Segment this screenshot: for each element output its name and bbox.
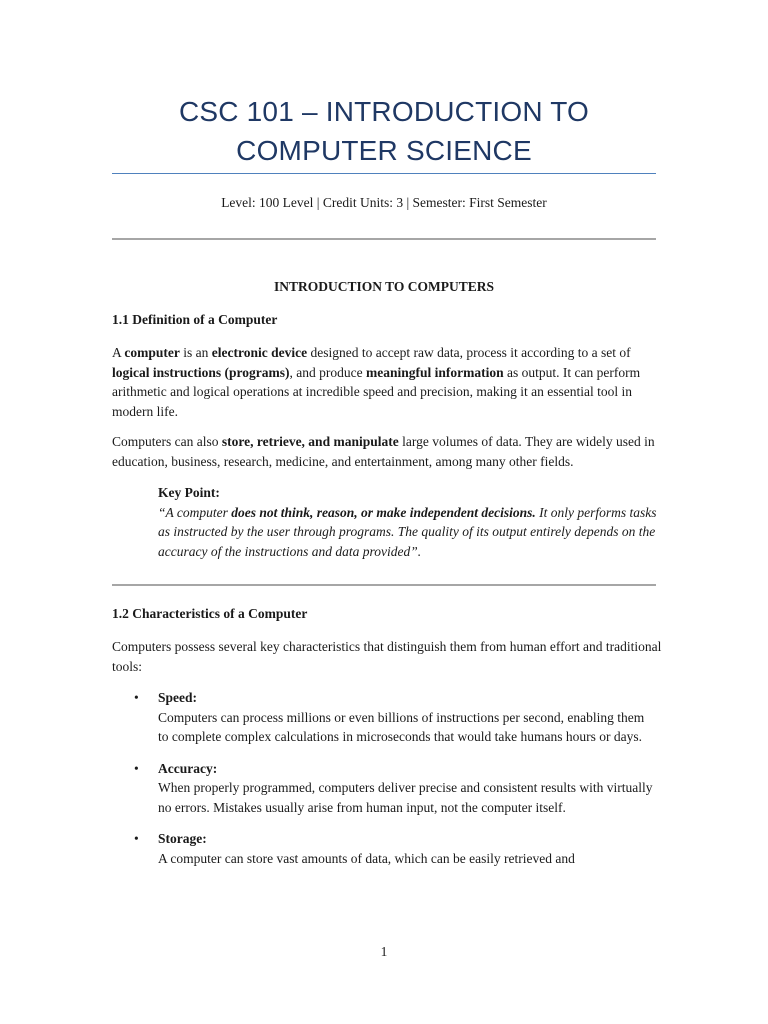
document-title: CSC 101 – INTRODUCTION TO COMPUTER SCIENCE bbox=[178, 96, 590, 166]
characteristics-intro: Computers possess several key characteristics that distinguish them from human effort and traditional tools: bbox=[112, 639, 662, 674]
bullet-icon: • bbox=[134, 831, 139, 846]
section-heading: INTRODUCTION TO COMPUTERS bbox=[273, 279, 495, 294]
term-electronic-device: electronic device bbox=[211, 345, 308, 360]
title-underline-rule bbox=[112, 173, 656, 174]
page-number: 1 bbox=[380, 944, 388, 959]
key-point-label: Key Point: bbox=[158, 485, 220, 500]
horizontal-rule-middle bbox=[112, 584, 656, 586]
list-item-text: Computers can process millions or even billions of instructions per second, enabling them to complete complex calculations in microseconds that would take humans hours or days. bbox=[158, 709, 645, 744]
list-item-text: When properly programmed, computers deliver precise and consistent results with virtually no errors. Mistakes usually arise from human input, not the computer itself. bbox=[158, 780, 653, 815]
list-item-title: Accuracy: bbox=[158, 760, 218, 776]
bullet-icon: • bbox=[134, 760, 139, 776]
definition-paragraph: A computer is an electronic device designed to accept raw data, process it according to a set of logical instructions (programs), and produce meaningful information as output. It can perform arithmetic and logical operations at incredible speed and precision, making it an essential tool in modern life. bbox=[112, 345, 641, 419]
term-computer: computer bbox=[124, 345, 180, 360]
storage-paragraph: Computers can also store, retrieve, and manipulate large volumes of data. They are widely used in education, business, research, medicine, and entertainment, among many other fields. bbox=[112, 434, 655, 469]
subheading-1-1: 1.1 Definition of a Computer bbox=[112, 312, 278, 327]
characteristics-list bbox=[112, 688, 656, 880]
list-item bbox=[112, 829, 656, 868]
bullet-icon: • bbox=[134, 690, 139, 705]
list-item-title: Storage: bbox=[158, 831, 207, 846]
subheading-1-2: 1.2 Characteristics of a Computer bbox=[112, 606, 308, 621]
horizontal-rule-top bbox=[112, 238, 656, 240]
list-item-text: A computer can store vast amounts of data, which can be easily retrieved and bbox=[158, 850, 575, 866]
list-item bbox=[112, 759, 656, 818]
course-meta: Level: 100 Level | Credit Units: 3 | Semester: First Semester bbox=[221, 195, 547, 210]
list-item-title: Speed: bbox=[158, 690, 198, 705]
term-meaningful-information: meaningful information bbox=[365, 364, 504, 380]
term-store-retrieve-manipulate: store, retrieve, and manipulate bbox=[221, 434, 399, 449]
key-point-quote: “A computer does not think, reason, or make independent decisions. It only performs tasks as instructed by the user through programs. The quality of its output entirely depends on the accuracy of the instructions and data provided”. bbox=[158, 504, 657, 559]
list-item bbox=[112, 688, 656, 747]
term-logical-instructions: logical instructions (programs) bbox=[112, 364, 290, 380]
key-point-callout bbox=[158, 483, 658, 561]
